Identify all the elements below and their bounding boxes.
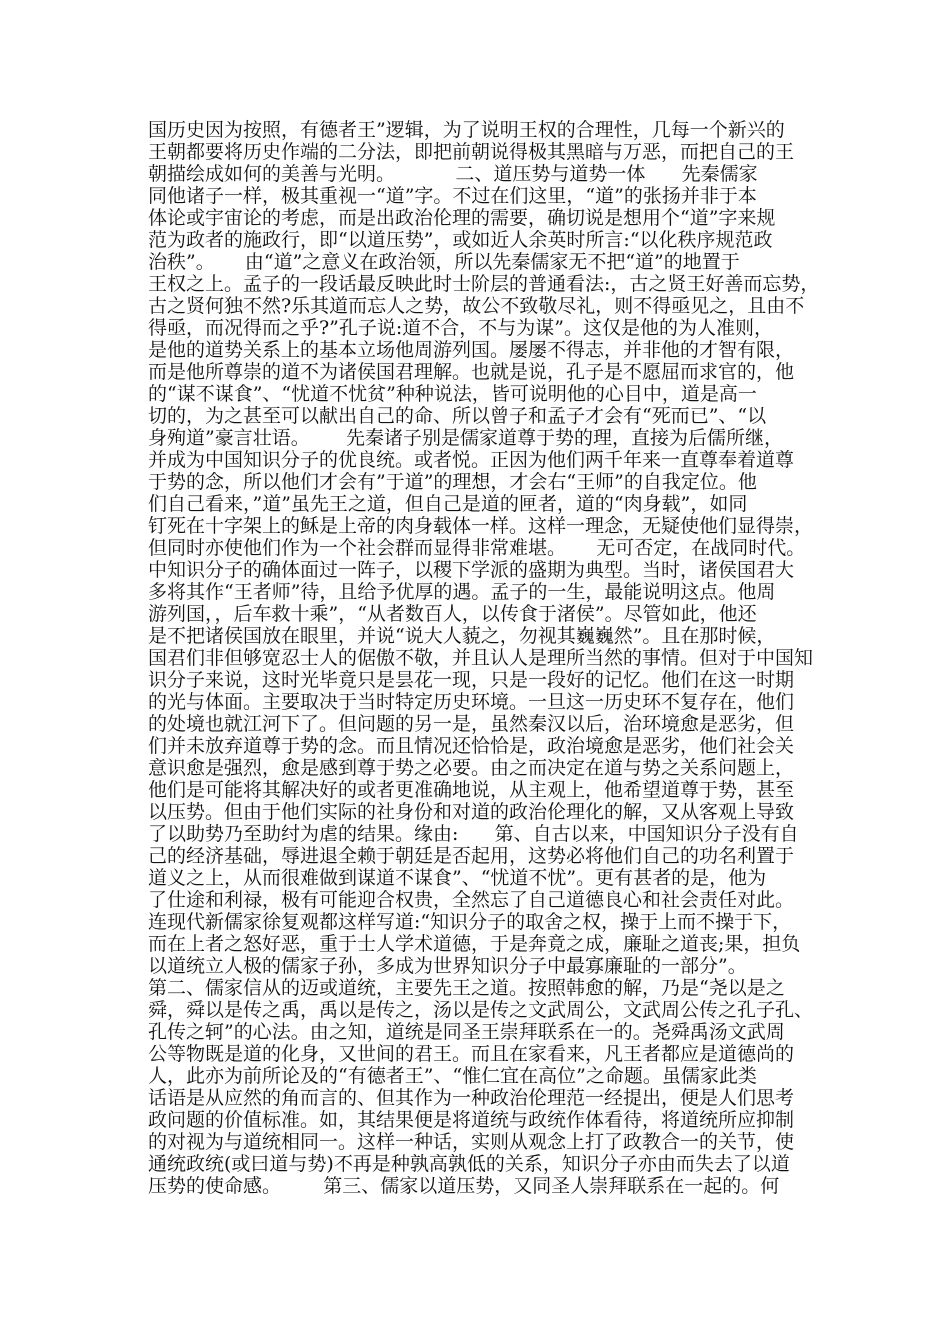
text-line: 以道统立人极的儒家子孙，多成为世界知识分子中最寡廉耻的一部分”。 [148, 955, 747, 977]
text-line: 意识愈是强烈，愈是感到尊于势之必要。由之而决定在道与势之关系问题上， [148, 757, 795, 779]
text-line: 人，此亦为前所论及的“有德者王”、“惟仁宜在高位”之命题。虽儒家此类 [148, 1065, 757, 1087]
text-line: 压势的使命感。 第三、儒家以道压势，又同圣人崇拜联系在一起的。何 [148, 1175, 780, 1197]
text-line: 识分子来说，这时光毕竟只是昙花一现，只是一段好的记忆。他们在这一时期 [148, 669, 795, 691]
text-line: 朝描绘成如何的美善与光明。 二、道压势与道势一体 先秦儒家 [148, 163, 758, 185]
text-line: 治秩”。 由“道”之意义在政治领，所以先秦儒家无不把“道”的地置于 [148, 251, 740, 273]
text-line: 切的，为之甚至可以献出自己的命、所以曾子和孟子才会有“死而已”、“以 [148, 405, 767, 427]
text-line: 通统政统(或曰道与势)不再是种孰高孰低的关系，知识分子亦由而失去了以道 [148, 1153, 790, 1175]
text-line: 中知识分子的确体面过一阵子，以稷下学派的盛期为典型。当时，诸侯国君大 [148, 559, 795, 581]
text-line: 以压势。但由于他们实际的社身份和对道的政治伦理化的解，又从客观上导致 [148, 801, 795, 823]
text-line: 公等物既是道的化身，又世间的君王。而且在家看来，凡王者都应是道德尚的 [148, 1043, 795, 1065]
text-line: 体论或宇宙论的考虑，而是出政治伦理的需要，确切说是想用个“道”字来规 [148, 207, 776, 229]
text-line: 们并未放弃道尊于势的念。而且情况还恰恰是，政治境愈是恶劣，他们社会关 [148, 735, 795, 757]
text-line: 是不把诸侯国放在眼里，并说“说大人藐之，勿视其巍巍然”。且在那时候， [148, 625, 776, 647]
body-text [148, 119, 820, 1197]
text-line: 而是他所尊崇的道不为诸侯国君理解。也就是说，孔子是不愿屈而求官的，他 [148, 361, 795, 383]
text-line: 同他诸子一样，极其重视一“道”字。不过在们这里，“道”的张扬并非于本 [148, 185, 757, 207]
text-line: 话语是从应然的角而言的、但其作为一种政治伦理范一经提出，便是人们思考 [148, 1087, 795, 1109]
text-line: 己的经济基础，辱进退全赖于朝廷是否起用，这势必将他们自己的功名利置于 [148, 845, 795, 867]
text-line: 了仕途和利禄，极有可能迎合权贵，全然忘了自己道德良心和社会责任对此。 [148, 889, 795, 911]
text-line: 的处境也就江河下了。但问题的另一是，虽然秦汉以后，治环境愈是恶劣，但 [148, 713, 795, 735]
text-line: 的对视为与道统相同一。这样一种话，实则从观念上打了政教合一的关节，使 [148, 1131, 795, 1153]
text-line: 他们是可能将其解决好的或者更准确地说，从主观上，他希望道尊于势，甚至 [148, 779, 795, 801]
text-line: 但同时亦使他们作为一个社会群而显得非常难堪。 无可否定，在战同时代。 [148, 537, 806, 559]
text-line: 并成为中国知识分子的优良统。或者悦。正因为他们两千年来一直尊奉着道尊 [148, 449, 795, 471]
text-line: 而在上者之怒好恶，重于士人学术道德，于是奔竟之成，廉耻之道丧;果，担负 [148, 933, 801, 955]
text-line: 范为政者的施政行，即“以道压势”，或如近人余英时所言:“以化秩序规范政 [148, 229, 773, 251]
text-line: 于势的念，所以他们才会有”于道”的理想，才会右“王师”的自我定位。他 [148, 471, 757, 493]
text-line: 钉死在十字架上的稣是上帝的肉身载体一样。这样一理念，无疑使他们显得崇， [148, 515, 814, 537]
text-line: 游列国，，后车救十乘”，“从者数百人，以传食于渚侯”。尽管如此，他还 [148, 603, 757, 625]
text-line: 多将其作“王者师”待，且给予优厚的遇。孟子的一生，最能说明这点。他周 [148, 581, 776, 603]
text-line: 道义之上，从而很难做到谋道不谋食”、“忧道不忧”。更有甚者的是，他为 [148, 867, 767, 889]
text-line: 第二、儒家信从的迈或道统，主要先王之道。按照韩愈的解，乃是“尧以是之 [148, 977, 785, 999]
text-line: 的“谋不谋食”、“忧道不忧贫”种种说法，皆可说明他的心目中，道是高一 [148, 383, 757, 405]
text-line: 连现代新儒家徐复观都这样写道:“知识分子的取舍之权，操于上而不操于下， [148, 911, 792, 933]
text-line: 古之贤何独不然?乐其道而忘人之势，故公不致敬尽礼，则不得亟见之，且由不 [148, 295, 805, 317]
text-line: 的光与体面。主要取决于当时特定历史环境。一旦这一历史环不复存在，他们 [148, 691, 795, 713]
text-line: 国君们非但够宽忍士人的倨傲不敬，并且认人是理所当然的事情。但对于中国知 [148, 647, 814, 669]
text-line: 孔传之轲”的心法。由之知，道统是同圣王崇拜联系在一的。尧舜禹汤文武周 [148, 1021, 785, 1043]
text-line: 王朝都要将历史作端的二分法，即把前朝说得极其黑暗与万恶，而把自己的王 [148, 141, 795, 163]
text-line: 舜，舜以是传之禹，禹以是传之，汤以是传之文武周公，文武周公传之孔子孔、 [148, 999, 814, 1021]
text-line: 是他的道势关系上的基本立场他周游列国。屡屡不得志，并非他的才智有限， [148, 339, 795, 361]
text-line: 了以助势乃至助纣为虐的结果。缘由: 第、自古以来，中国知识分子没有自 [148, 823, 799, 845]
text-line: 国历史因为按照，有德者王”逻辑，为了说明王权的合理性，几每一个新兴的 [148, 119, 785, 141]
text-line: 王权之上。孟子的一段话最反映此时士阶层的普通看法:，古之贤王好善而忘势， [148, 273, 820, 295]
text-line: 政问题的价值标准。如，其结果便是将道统与政统作体看待，将道统所应抑制 [148, 1109, 795, 1131]
text-line: 们自己看来，”道”虽先王之道，但自己是道的匣者，道的“肉身载”，如同 [148, 493, 748, 515]
text-line: 得亟，而况得而之乎?”孔子说:道不合，不与为谋”。这仅是他的为人准则， [148, 317, 774, 339]
text-line: 身殉道”豪言壮语。 先秦诸子别是儒家道尊于势的理，直接为后儒所继， [148, 427, 783, 449]
